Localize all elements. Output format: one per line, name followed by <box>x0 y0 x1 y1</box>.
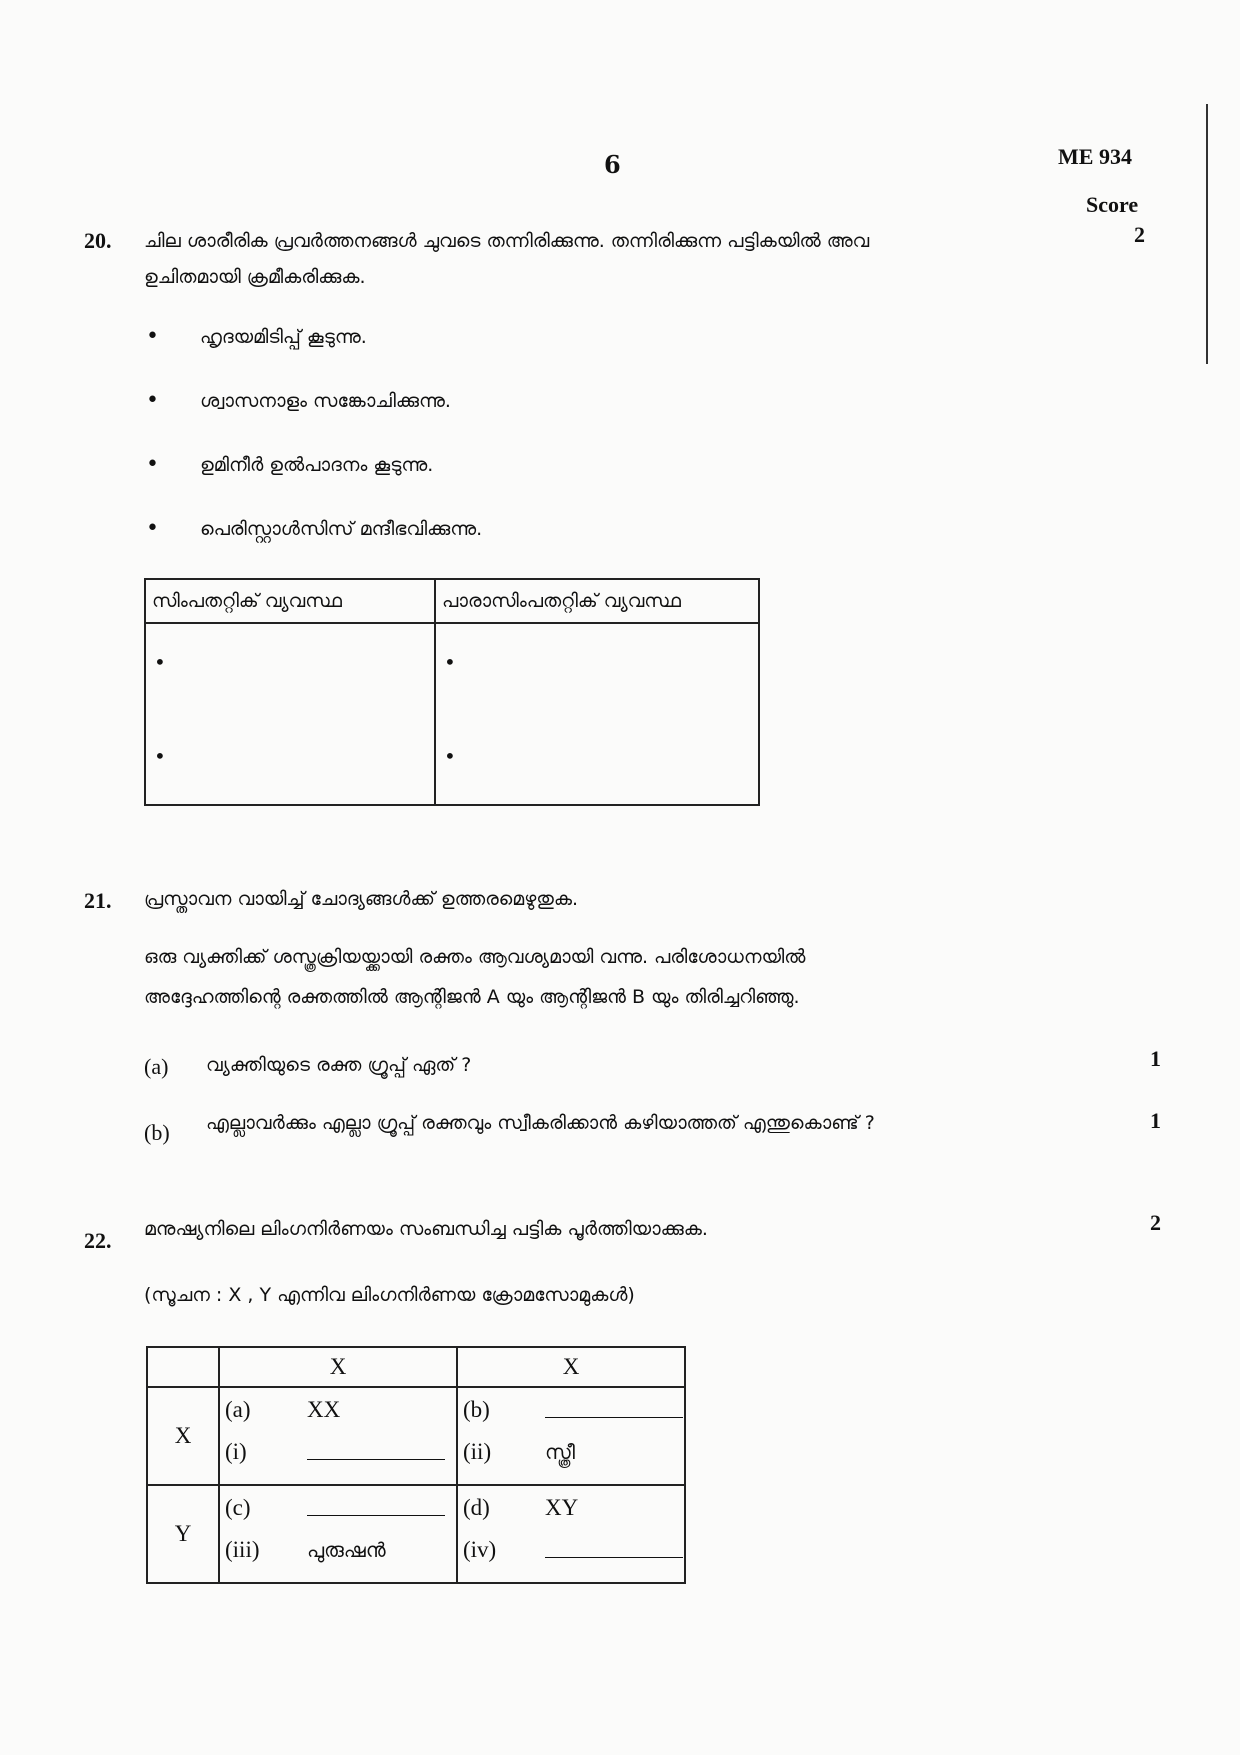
q21-instruction: പ്രസ്താവന വായിച്ച് ചോദ്യങ്ങൾക്ക് ഉത്തരമെഴുതുക. <box>144 888 579 910</box>
cell-xy <box>457 1485 685 1583</box>
answer-dot: • <box>154 650 166 674</box>
q21-passage-line2: അദ്ദേഹത്തിന്റെ രക്തത്തിൽ ആന്റിജൻ A യും ആന്റിജൻ B യും തിരിച്ചറിഞ്ഞു. <box>144 986 800 1008</box>
table-corner-cell <box>147 1347 219 1387</box>
q21-b-label: (b) <box>144 1120 170 1145</box>
cell-label-b: (b) <box>463 1397 490 1422</box>
page-number: 6 <box>604 150 621 179</box>
q21-passage-line1: ഒരു വ്യക്തിക്ക് ശസ്ത്രക്രിയയ്ക്കായി രക്തം ആവശ്യമായി വന്നു. പരിശോധനയിൽ <box>144 946 806 968</box>
q20-bullet-3: ഉമിനീർ ഉൽപാദനം കൂടുന്നു. <box>200 454 434 476</box>
q21-b-text: എല്ലാവർക്കും എല്ലാ ഗ്രൂപ്പ് രക്തവും സ്വീകരിക്കാൻ കഴിയാത്തത് എന്തുകൊണ്ട് ? <box>206 1112 875 1134</box>
answer-blank-i[interactable] <box>307 1445 445 1460</box>
nervous-system-table <box>144 578 760 806</box>
q22-hint: (സൂചന : X , Y എന്നിവ ലിംഗനിർണയ ക്രോമസോമുകൾ) <box>144 1284 635 1306</box>
q20-bullet-2: ശ്വാസനാളം സങ്കോചിക്കുന്നു. <box>200 390 451 412</box>
column-header-x2: X <box>457 1347 685 1387</box>
parasympathetic-answer-cell[interactable] <box>435 623 759 805</box>
bullet-icon: • <box>146 452 159 477</box>
cell-xx <box>219 1387 457 1485</box>
answer-blank-iv[interactable] <box>545 1543 683 1558</box>
scan-edge-line <box>1206 104 1208 364</box>
cell-label-iv: (iv) <box>463 1537 497 1562</box>
cell-value-a: XX <box>307 1397 341 1422</box>
q20-text-line2: ഉചിതമായി ക്രമീകരിക്കുക. <box>144 266 366 288</box>
q20-bullet-1: ഹൃദയമിടിപ്പ് കൂടുന്നു. <box>200 326 367 348</box>
q22-instruction: മനുഷ്യനിലെ ലിംഗനിർണയം സംബന്ധിച്ച പട്ടിക പൂർത്തിയാക്കുക. <box>144 1218 708 1240</box>
answer-dot: • <box>154 744 166 768</box>
bullet-icon: • <box>146 516 159 541</box>
cell-label-ii: (ii) <box>463 1439 492 1464</box>
cell-label-d: (d) <box>463 1495 490 1520</box>
cell-label-i: (i) <box>225 1439 247 1464</box>
cell-label-iii: (iii) <box>225 1537 260 1562</box>
cell-y-c <box>219 1485 457 1583</box>
answer-dot: • <box>444 744 456 768</box>
answer-blank-c[interactable] <box>307 1501 445 1516</box>
cell-x-b <box>457 1387 685 1485</box>
q21-a-score: 1 <box>1150 1046 1161 1071</box>
cell-value-d: XY <box>545 1495 579 1520</box>
bullet-icon: • <box>146 324 159 349</box>
q21-a-label: (a) <box>144 1054 169 1079</box>
column-header-x1: X <box>219 1347 457 1387</box>
table-header-sympathetic: സിംപതറ്റിക് വ്യവസ്ഥ <box>145 579 435 623</box>
q21-b-score: 1 <box>1150 1108 1161 1133</box>
answer-blank-b[interactable] <box>545 1403 683 1418</box>
q20-number: 20. <box>84 228 112 253</box>
row-header-y: Y <box>147 1485 219 1583</box>
table-header-parasympathetic: പാരാസിംപതറ്റിക് വ്യവസ്ഥ <box>435 579 759 623</box>
q20-bullet-4: പെരിസ്റ്റാൾസിസ് മന്ദീഭവിക്കുന്നു. <box>200 518 483 540</box>
cell-label-c: (c) <box>225 1495 251 1520</box>
cell-value-ii: സ്ത്രീ <box>545 1440 575 1464</box>
q21-number: 21. <box>84 888 112 913</box>
answer-dot: • <box>444 650 456 674</box>
row-header-x: X <box>147 1387 219 1485</box>
cell-label-a: (a) <box>225 1397 251 1422</box>
q21-a-text: വ്യക്തിയുടെ രക്ത ഗ്രൂപ്പ് ഏത് ? <box>206 1054 472 1076</box>
sex-determination-table <box>146 1346 686 1584</box>
cell-value-iii: പുരുഷൻ <box>307 1538 386 1562</box>
q20-text-line1: ചില ശാരീരിക പ്രവർത്തനങ്ങൾ ചുവടെ തന്നിരിക്കുന്നു. തന്നിരിക്കുന്ന പട്ടികയിൽ അവ <box>144 230 870 252</box>
q20-score: 2 <box>1134 222 1145 247</box>
score-header: Score <box>1086 192 1139 217</box>
q22-score: 2 <box>1150 1210 1161 1235</box>
sympathetic-answer-cell[interactable] <box>145 623 435 805</box>
bullet-icon: • <box>146 388 159 413</box>
q22-number: 22. <box>84 1228 112 1253</box>
paper-code: ME 934 <box>1058 144 1132 169</box>
